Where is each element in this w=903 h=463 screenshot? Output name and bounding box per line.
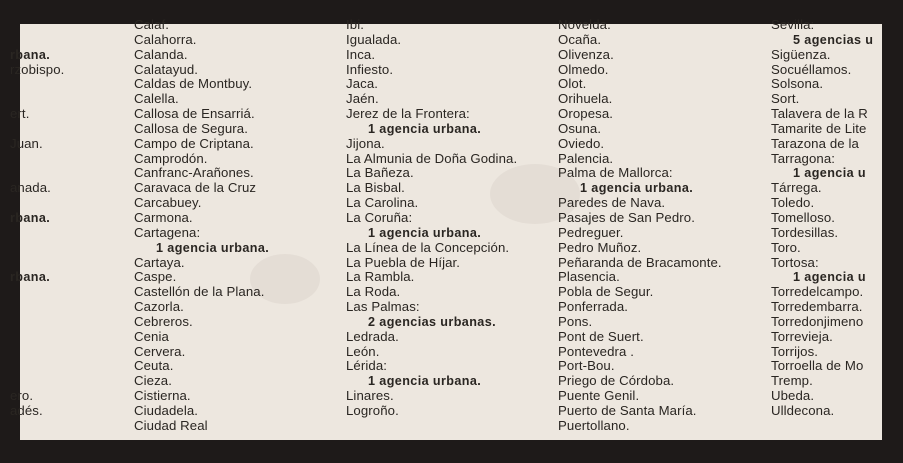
town-name-line: Talavera de la R <box>771 106 868 122</box>
town-name-line: Pedro Muñoz. <box>558 239 642 255</box>
town-name-line <box>10 330 64 345</box>
town-name-line: Torredonjimeno <box>771 313 864 329</box>
agency-count-line: 1 agencia u <box>793 166 866 181</box>
town-name-line: Toro. <box>771 239 801 255</box>
town-name-line <box>10 166 64 181</box>
town-name-line <box>10 152 64 167</box>
town-name-line: La Bañeza. <box>346 165 414 181</box>
town-name-line: Pontevedra . <box>558 343 634 359</box>
town-name-line: Carmona. <box>134 209 193 225</box>
town-name-line: Carcabuey. <box>134 195 202 211</box>
agency-count-line: rbana. <box>10 270 51 285</box>
town-name-line: adés. <box>10 402 43 418</box>
town-name-line: Pasajes de San Pedro. <box>558 209 695 225</box>
town-name-line: Sigüenza. <box>771 46 831 62</box>
town-name-line: Pobla de Segur. <box>558 284 654 300</box>
town-name-line: León. <box>346 343 380 359</box>
town-name-line: Tamarite de Lite <box>771 120 867 136</box>
town-name-line: Infiesto. <box>346 61 394 77</box>
town-name-line: Palencia. <box>558 150 614 166</box>
town-name-line: Jerez de la Frontera: <box>346 106 470 122</box>
town-name-line: Orihuela. <box>558 91 613 107</box>
town-name-line: La Coruña: <box>346 209 413 225</box>
town-name-line: Ledrada. <box>346 328 399 344</box>
town-name-line <box>10 285 64 300</box>
town-name-line: La Almunia de Doña Godina. <box>346 150 518 166</box>
town-name-line: Pons. <box>558 313 593 329</box>
town-name-line: Cervera. <box>134 343 186 359</box>
town-name-line: Torredembarra. <box>771 299 863 315</box>
town-name-line <box>10 300 64 315</box>
town-name-line: Juan. <box>10 135 43 151</box>
town-name-line: Inca. <box>346 46 376 62</box>
town-name-line: La Carolina. <box>346 195 419 211</box>
town-name-line: Ciudad Real <box>134 417 208 433</box>
town-name-line: Tarragona: <box>771 150 836 166</box>
town-name-line: Oviedo. <box>558 135 605 151</box>
column-2 <box>346 18 517 419</box>
town-name-line <box>10 92 64 107</box>
town-name-line: Ocaña. <box>558 31 602 47</box>
town-name-line: Torredelcampo. <box>771 284 864 300</box>
town-name-line: Puertollano. <box>558 417 630 433</box>
town-name-line: Torrevieja. <box>771 328 833 344</box>
town-name-line: Tortosa: <box>771 254 819 270</box>
town-name-line: Jijona. <box>346 135 385 151</box>
town-name-line: Palma de Mallorca: <box>558 165 673 181</box>
town-name-line <box>10 18 64 33</box>
town-name-line: Puente Genil. <box>558 388 640 404</box>
town-name-line: Novelda. <box>558 17 611 32</box>
paper-clipping <box>10 17 882 440</box>
town-name-line: Caldas de Montbuy. <box>134 76 253 92</box>
town-name-line: La Roda. <box>346 284 401 300</box>
town-name-line: Callosa de Ensarriá. <box>134 106 255 122</box>
agency-count-line: 1 agencia urbana. <box>156 240 270 255</box>
town-name-line <box>10 226 64 241</box>
town-name-line <box>10 77 64 92</box>
town-name-line: Jaca. <box>346 76 379 92</box>
town-name-line: Olivenza. <box>558 46 614 62</box>
town-name-line: Tremp. <box>771 373 813 389</box>
town-name-line: Cenia <box>134 328 169 344</box>
town-name-line: Calanda. <box>134 46 188 62</box>
town-name-line: Ponferrada. <box>558 299 629 315</box>
town-name-line: Linares. <box>346 388 394 404</box>
town-name-line <box>10 315 64 330</box>
town-name-line: Calahorra. <box>134 31 197 47</box>
town-name-line: Calatayud. <box>134 61 199 77</box>
town-name-line <box>10 196 64 211</box>
town-name-line: Osuna. <box>558 120 602 136</box>
column-4 <box>771 18 873 419</box>
town-name-line: anada. <box>10 180 51 196</box>
town-name-line: Olmedo. <box>558 61 609 77</box>
agency-count-line: rbana. <box>10 47 51 62</box>
town-name-line: Callosa de Segura. <box>134 120 248 136</box>
town-name-line: Jaén. <box>346 91 379 107</box>
town-name-line: Olot. <box>558 76 587 92</box>
town-name-line: Tárrega. <box>771 180 822 196</box>
town-name-line: Camprodón. <box>134 150 208 166</box>
town-name-line: ero. <box>10 388 34 404</box>
town-name-line: Caspe. <box>134 269 177 285</box>
town-name-line: Ceuta. <box>134 358 174 374</box>
town-name-line: Cebreros. <box>134 313 193 329</box>
town-name-line: Toledo. <box>771 195 815 211</box>
column-0 <box>10 18 64 419</box>
town-name-line: Peñaranda de Bracamonte. <box>558 254 722 270</box>
town-name-line: Plasencia. <box>558 269 620 285</box>
town-name-line <box>10 241 64 256</box>
town-name-line: La Puebla de Híjar. <box>346 254 461 270</box>
town-name-line: ert. <box>10 106 30 122</box>
town-name-line: Oropesa. <box>558 106 614 122</box>
town-name-line: Tordesillas. <box>771 224 839 240</box>
town-name-line: Canfranc-Arañones. <box>134 165 254 181</box>
town-name-line: rzobispo. <box>10 61 65 77</box>
town-name-line <box>10 122 64 137</box>
column-1 <box>134 18 269 434</box>
town-name-line: Ubeda. <box>771 388 815 404</box>
town-name-line: Cieza. <box>134 373 172 389</box>
town-name-line: Sort. <box>771 91 800 107</box>
town-name-line <box>10 374 64 389</box>
agency-count-line: 1 agencia urbana. <box>580 181 694 196</box>
town-name-line: Igualada. <box>346 31 402 47</box>
town-name-line: Puerto de Santa María. <box>558 402 697 418</box>
agency-count-line: 5 agencias u <box>793 32 874 47</box>
town-name-line: Lérida: <box>346 358 388 374</box>
town-name-line: Paredes de Nava. <box>558 195 666 211</box>
town-name-line: Cartagena: <box>134 224 201 240</box>
town-name-line <box>10 345 64 360</box>
town-name-line: Torroella de Mo <box>771 358 864 374</box>
town-name-line: Caravaca de la Cruz <box>134 180 257 196</box>
town-name-line: Ciudadela. <box>134 402 199 418</box>
town-name-line: Cartaya. <box>134 254 185 270</box>
town-name-line: Calaf. <box>134 17 170 32</box>
agency-count-line: 1 agencia u <box>793 270 866 285</box>
town-name-line: Ulldecona. <box>771 402 835 418</box>
town-name-line <box>10 33 64 48</box>
agency-count-line: 2 agencias urbanas. <box>368 314 496 329</box>
town-name-line: La Bisbal. <box>346 180 405 196</box>
town-name-line: Logroño. <box>346 402 399 418</box>
town-name-line: Socuéllamos. <box>771 61 852 77</box>
town-name-line: Priego de Córdoba. <box>558 373 675 389</box>
agency-count-line: 1 agencia urbana. <box>368 225 482 240</box>
town-name-line: Tarazona de la <box>771 135 859 151</box>
town-name-line: La Rambla. <box>346 269 415 285</box>
town-name-line: Ibi. <box>346 17 364 32</box>
town-name-line: Pont de Suert. <box>558 328 644 344</box>
agency-count-line: 1 agencia urbana. <box>368 374 482 389</box>
agency-count-line: rbana. <box>10 210 51 225</box>
town-name-line: Campo de Criptana. <box>134 135 254 151</box>
column-3 <box>558 18 722 434</box>
town-name-line: Cazorla. <box>134 299 184 315</box>
town-name-line: Solsona. <box>771 76 824 92</box>
town-name-line: Pedreguer. <box>558 224 624 240</box>
town-name-line: Las Palmas: <box>346 299 420 315</box>
town-name-line: Castellón de la Plana. <box>134 284 265 300</box>
town-name-line: Sevilla: <box>771 17 815 32</box>
town-name-line: Tomelloso. <box>771 209 836 225</box>
agency-count-line: 1 agencia urbana. <box>368 121 482 136</box>
town-name-line: Cistierna. <box>134 388 191 404</box>
town-name-line <box>10 256 64 271</box>
town-name-line: La Línea de la Concepción. <box>346 239 510 255</box>
town-name-line: Torrijos. <box>771 343 819 359</box>
town-name-line: Port-Bou. <box>558 358 615 374</box>
town-name-line: Calella. <box>134 91 179 107</box>
town-name-line <box>10 359 64 374</box>
